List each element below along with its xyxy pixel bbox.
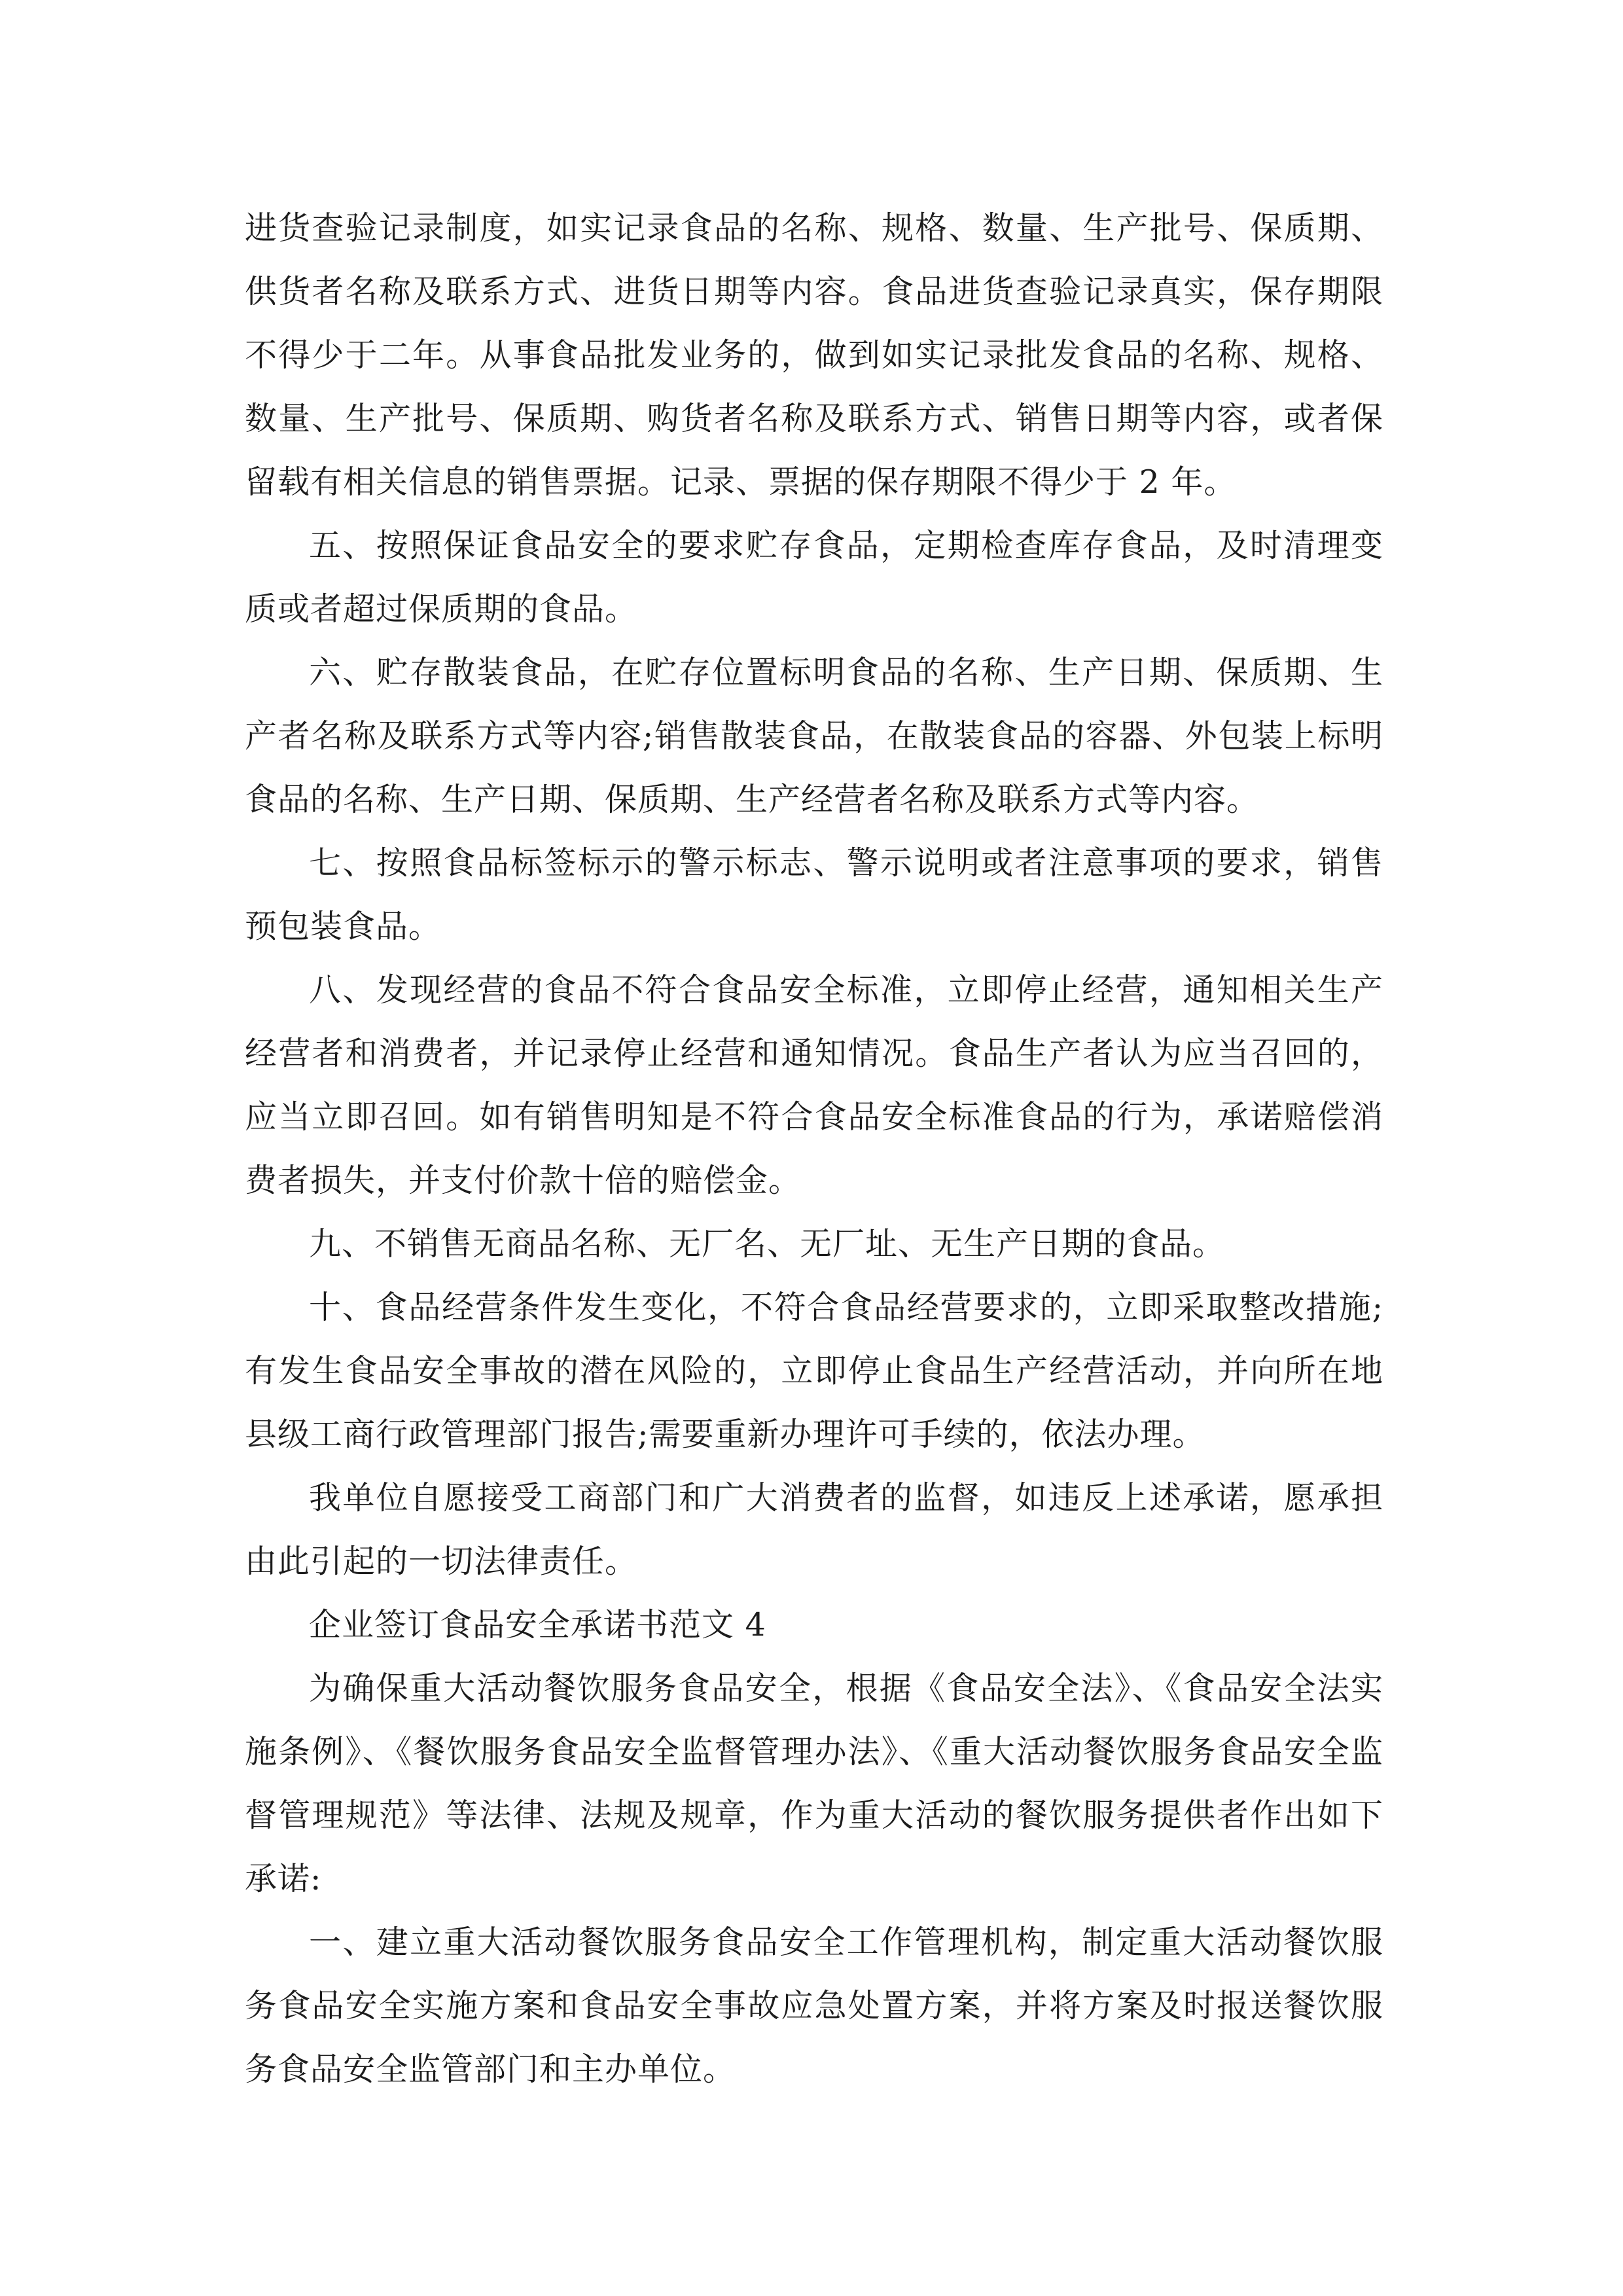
section-item-1: 一、建立重大活动餐饮服务食品安全工作管理机构，制定重大活动餐饮服务食品安全实施方案和食品安全事故应急处置方案，并将方案及时报送餐饮服务食品安全监管部门和主办单位。 (245, 1924, 1383, 2088)
paragraph-item-10: 十、食品经营条件发生变化，不符合食品经营要求的，立即采取整改措施;有发生食品安全事故的潜在风险的，立即停止食品生产经营活动，并向所在地县级工商行政管理部门报告;需要重新办理许可手续的，依法办理。 (245, 1289, 1383, 1453)
paragraph-item-5: 五、按照保证食品安全的要求贮存食品，定期检查库存食品，及时清理变质或者超过保质期的食品。 (245, 527, 1383, 628)
paragraph-closing: 我单位自愿接受工商部门和广大消费者的监督，如违反上述承诺，愿承担由此引起的一切法律责任。 (245, 1479, 1383, 1580)
section-intro-paragraph: 为确保重大活动餐饮服务食品安全，根据《食品安全法》、《食品安全法实施条例》、《餐饮服务食品安全监督管理办法》、《重大活动餐饮服务食品安全监督管理规范》等法律、法规及规章，作为重大活动的餐饮服务提供者作出如下承诺: (245, 1670, 1383, 1897)
section-title: 企业签订食品安全承诺书范文 4 (309, 1606, 766, 1643)
paragraph-item-6: 六、贮存散装食品，在贮存位置标明食品的名称、生产日期、保质期、生产者名称及联系方式等内容;销售散装食品，在散装食品的容器、外包装上标明食品的名称、生产日期、保质期、生产经营者名称及联系方式等内容。 (245, 654, 1383, 818)
paragraph-item-9: 九、不销售无商品名称、无厂名、无厂址、无生产日期的食品。 (309, 1225, 1226, 1263)
paragraph-continued: 进货查验记录制度，如实记录食品的名称、规格、数量、生产批号、保质期、供货者名称及联系方式、进货日期等内容。食品进货查验记录真实，保存期限不得少于二年。从事食品批发业务的，做到如实记录批发食品的名称、规格、数量、生产批号、保质期、购货者名称及联系方式、销售日期等内容，或者保留载有相关信息的销售票据。记录、票据的保存期限不得少于 2 年。 (245, 209, 1383, 501)
document-body (245, 196, 1383, 2101)
paragraph-item-8: 八、发现经营的食品不符合食品安全标准，立即停止经营，通知相关生产经营者和消费者，并记录停止经营和通知情况。食品生产者认为应当召回的，应当立即召回。如有销售明知是不符合食品安全标准食品的行为，承诺赔偿消费者损失，并支付价款十倍的赔偿金。 (245, 971, 1383, 1199)
paragraph-item-7: 七、按照食品标签标示的警示标志、警示说明或者注意事项的要求，销售预包装食品。 (245, 844, 1383, 945)
